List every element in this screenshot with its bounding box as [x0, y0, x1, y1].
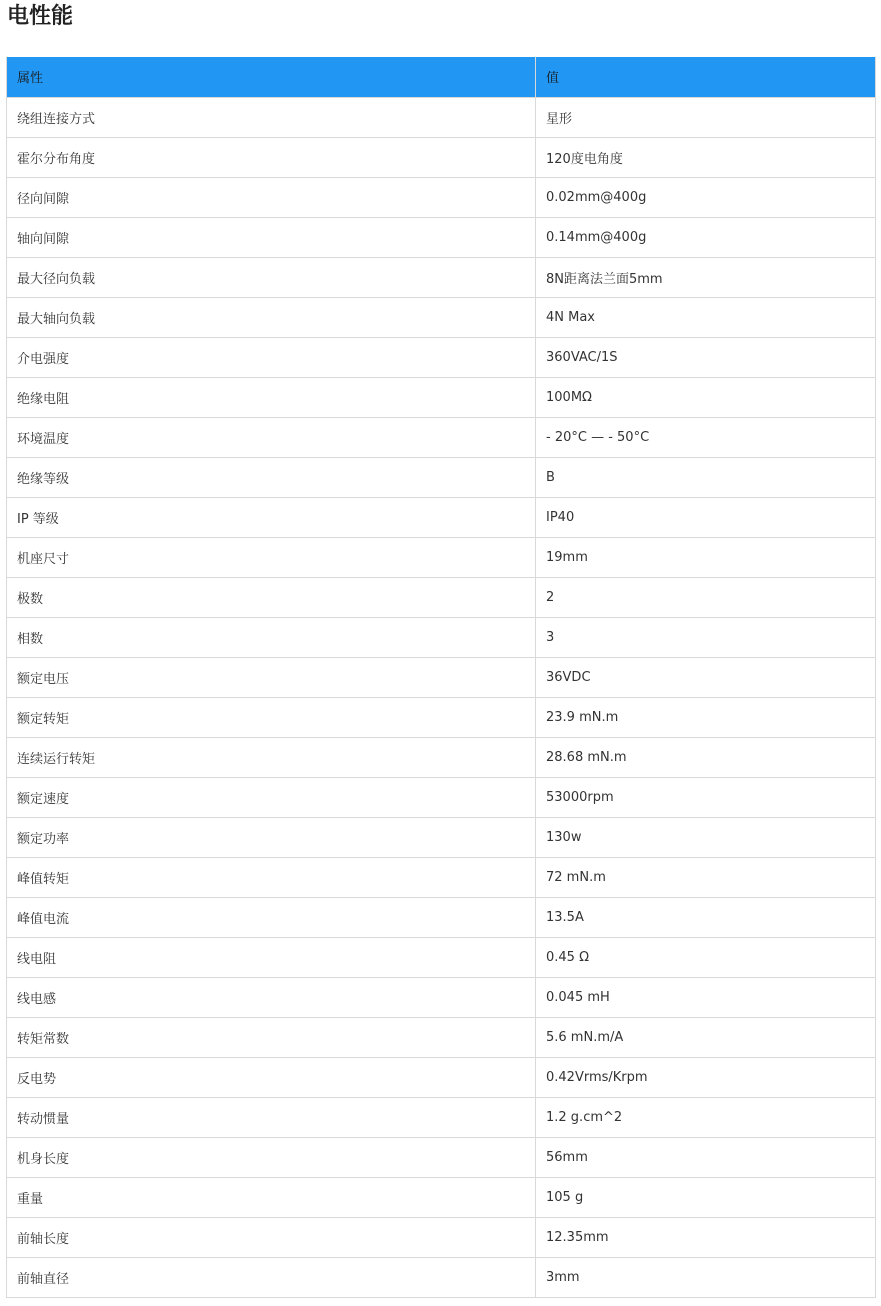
- property-cell: 额定功率: [7, 817, 536, 857]
- property-cell: 前轴直径: [7, 1257, 536, 1297]
- value-cell: 4N Max: [536, 297, 876, 337]
- property-cell: 额定速度: [7, 777, 536, 817]
- value-cell: 0.02mm@400g: [536, 177, 876, 217]
- table-header-row: [7, 57, 876, 97]
- value-cell: 28.68 mN.m: [536, 737, 876, 777]
- table-row: [7, 537, 876, 577]
- property-cell: 峰值转矩: [7, 857, 536, 897]
- value-cell: 8N距离法兰面5mm: [536, 257, 876, 297]
- value-cell: 5.6 mN.m/A: [536, 1017, 876, 1057]
- table-row: [7, 937, 876, 977]
- property-cell: 连续运行转矩: [7, 737, 536, 777]
- value-cell: 13.5A: [536, 897, 876, 937]
- table-row: [7, 1137, 876, 1177]
- table-row: [7, 577, 876, 617]
- table-row: [7, 137, 876, 177]
- header-property: 属性: [7, 57, 536, 97]
- property-cell: 前轴长度: [7, 1217, 536, 1257]
- value-cell: 3mm: [536, 1257, 876, 1297]
- property-cell: 线电感: [7, 977, 536, 1017]
- property-cell: 最大轴向负载: [7, 297, 536, 337]
- value-cell: 120度电角度: [536, 137, 876, 177]
- table-row: [7, 257, 876, 297]
- value-cell: 2: [536, 577, 876, 617]
- table-row: [7, 697, 876, 737]
- value-cell: 1.2 g.cm^2: [536, 1097, 876, 1137]
- value-cell: 0.42Vrms/Krpm: [536, 1057, 876, 1097]
- value-cell: 23.9 mN.m: [536, 697, 876, 737]
- table-row: [7, 657, 876, 697]
- property-cell: 重量: [7, 1177, 536, 1217]
- page-title: 电性能: [7, 4, 74, 29]
- value-cell: 100MΩ: [536, 377, 876, 417]
- table-row: [7, 217, 876, 257]
- value-cell: 53000rpm: [536, 777, 876, 817]
- property-cell: 环境温度: [7, 417, 536, 457]
- table-row: [7, 457, 876, 497]
- table-row: [7, 1257, 876, 1297]
- value-cell: 130w: [536, 817, 876, 857]
- property-cell: 机座尺寸: [7, 537, 536, 577]
- table-row: [7, 897, 876, 937]
- table-row: [7, 97, 876, 137]
- table-row: [7, 337, 876, 377]
- property-cell: 最大径向负载: [7, 257, 536, 297]
- value-cell: IP40: [536, 497, 876, 537]
- value-cell: 0.14mm@400g: [536, 217, 876, 257]
- property-cell: 转动惯量: [7, 1097, 536, 1137]
- property-cell: 绝缘电阻: [7, 377, 536, 417]
- value-cell: 36VDC: [536, 657, 876, 697]
- value-cell: 0.045 mH: [536, 977, 876, 1017]
- property-cell: 额定电压: [7, 657, 536, 697]
- value-cell: 19mm: [536, 537, 876, 577]
- property-cell: 机身长度: [7, 1137, 536, 1177]
- property-cell: 霍尔分布角度: [7, 137, 536, 177]
- table-row: [7, 817, 876, 857]
- property-cell: 轴向间隙: [7, 217, 536, 257]
- value-cell: 3: [536, 617, 876, 657]
- property-cell: 转矩常数: [7, 1017, 536, 1057]
- table-row: [7, 497, 876, 537]
- table-row: [7, 977, 876, 1017]
- property-cell: 极数: [7, 577, 536, 617]
- spec-table: [6, 57, 876, 1298]
- table-row: [7, 617, 876, 657]
- value-cell: 0.45 Ω: [536, 937, 876, 977]
- value-cell: 72 mN.m: [536, 857, 876, 897]
- value-cell: 12.35mm: [536, 1217, 876, 1257]
- property-cell: 线电阻: [7, 937, 536, 977]
- property-cell: 绝缘等级: [7, 457, 536, 497]
- table-row: [7, 1097, 876, 1137]
- property-cell: IP 等级: [7, 497, 536, 537]
- table-row: [7, 297, 876, 337]
- value-cell: B: [536, 457, 876, 497]
- table-row: [7, 1177, 876, 1217]
- value-cell: 105 g: [536, 1177, 876, 1217]
- property-cell: 峰值电流: [7, 897, 536, 937]
- header-value: 值: [536, 57, 876, 97]
- table-row: [7, 1217, 876, 1257]
- value-cell: 星形: [536, 97, 876, 137]
- value-cell: 56mm: [536, 1137, 876, 1177]
- table-row: [7, 1017, 876, 1057]
- table-row: [7, 857, 876, 897]
- table-row: [7, 737, 876, 777]
- property-cell: 相数: [7, 617, 536, 657]
- property-cell: 介电强度: [7, 337, 536, 377]
- table-row: [7, 417, 876, 457]
- property-cell: 绕组连接方式: [7, 97, 536, 137]
- spec-table-body: [7, 97, 876, 1297]
- table-row: [7, 377, 876, 417]
- property-cell: 额定转矩: [7, 697, 536, 737]
- property-cell: 径向间隙: [7, 177, 536, 217]
- table-row: [7, 177, 876, 217]
- value-cell: - 20°C — - 50°C: [536, 417, 876, 457]
- table-row: [7, 1057, 876, 1097]
- property-cell: 反电势: [7, 1057, 536, 1097]
- table-row: [7, 777, 876, 817]
- value-cell: 360VAC/1S: [536, 337, 876, 377]
